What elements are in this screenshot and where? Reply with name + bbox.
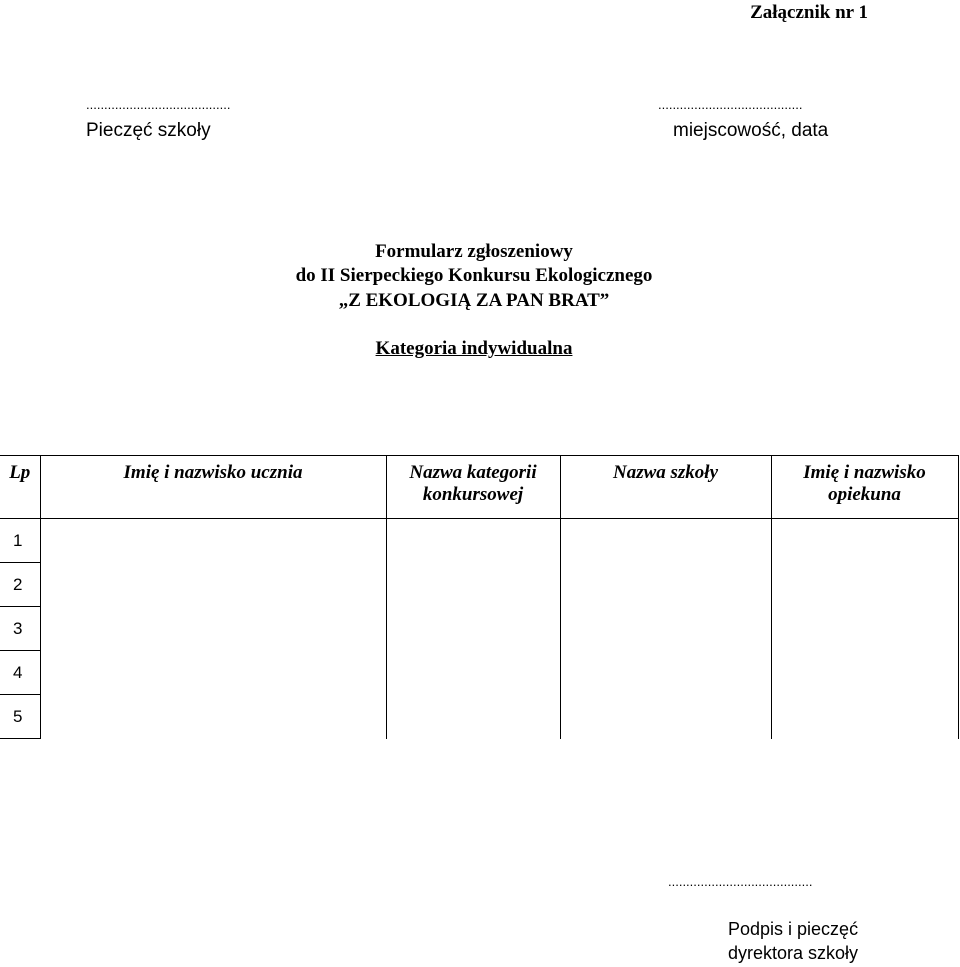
annex-label: Załącznik nr 1 xyxy=(750,2,868,23)
contest-name: do II Sierpeckiego Konkursu Ekologicznego xyxy=(295,265,653,286)
row-number: 4 xyxy=(0,651,40,695)
form-title: Formularz zgłoszeniowy xyxy=(375,241,573,262)
school-stamp-dotted-line: ........................................ xyxy=(86,97,231,112)
tutor-name-cell[interactable] xyxy=(771,519,958,739)
header-student-name: Imię i nazwisko ucznia xyxy=(40,456,386,519)
header-lp: Lp xyxy=(0,456,40,519)
row-number: 1 xyxy=(0,519,40,563)
table-row xyxy=(0,519,958,563)
row-number: 2 xyxy=(0,563,40,607)
signature-label: Podpis i pieczęć xyxy=(728,919,859,939)
school-stamp-label: Pieczęć szkoły xyxy=(86,120,211,141)
signature-dotted-line: ........................................ xyxy=(668,874,813,889)
row-number: 3 xyxy=(0,607,40,651)
table-header-row xyxy=(0,456,958,519)
contest-motto: „Z EKOLOGIĄ ZA PAN BRAT” xyxy=(338,290,610,311)
category-heading: Kategoria indywidualna xyxy=(375,338,573,359)
entry-table xyxy=(0,455,959,739)
header-tutor-name: Imię i nazwisko opiekuna xyxy=(771,456,958,519)
school-name-cell[interactable] xyxy=(560,519,771,739)
header-category-name: Nazwa kategorii konkursowej xyxy=(386,456,560,519)
student-name-cell[interactable] xyxy=(40,519,386,739)
row-number: 5 xyxy=(0,695,40,739)
place-date-label: miejscowość, data xyxy=(673,120,829,141)
signature-sublabel: dyrektora szkoły xyxy=(728,943,859,963)
category-name-cell[interactable] xyxy=(386,519,560,739)
place-date-dotted-line: ........................................ xyxy=(658,97,803,112)
header-school-name: Nazwa szkoły xyxy=(560,456,771,519)
